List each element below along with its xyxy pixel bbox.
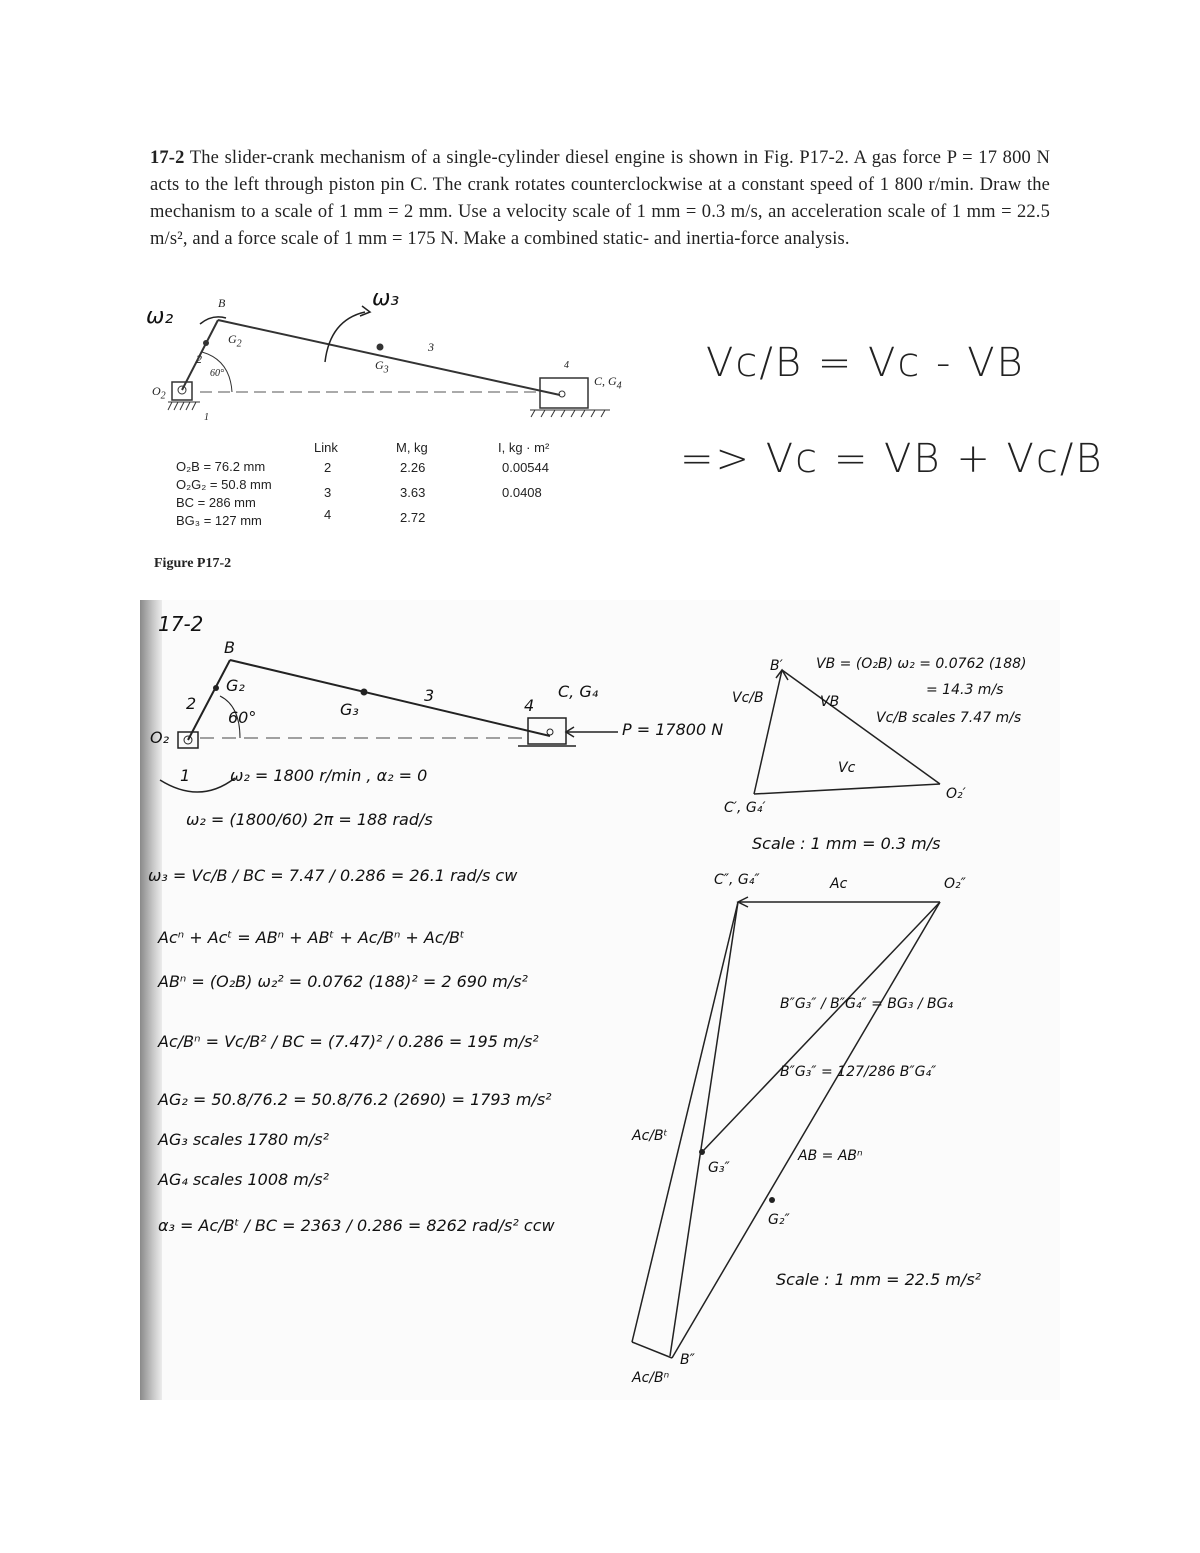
sol-label-link3: 3 [424, 686, 435, 705]
acc-label-acbn: Ac/Bⁿ [632, 1370, 670, 1386]
sol-label-angle: 60° [228, 708, 257, 727]
vel-label-vb: VB [820, 694, 840, 710]
o2-bearing [172, 382, 192, 400]
eq-ab-normal: ABⁿ = (O₂B) ω₂² = 0.0762 (188)² = 2 690 m/s² [158, 972, 528, 991]
w3-handwritten: ω₃ [372, 286, 400, 311]
vb-line [782, 670, 940, 784]
acc-label-ac: Ac [830, 876, 848, 892]
bc-image-line [670, 902, 738, 1356]
acc-label-acbt: Ac/Bᵗ [632, 1128, 668, 1144]
eq-omega2-given: ω₂ = 1800 r/min , α₂ = 0 [230, 766, 428, 785]
acbt-line [632, 902, 738, 1342]
eq-ag2: AG₂ = 50.8/76.2 = 50.8/76.2 (2690) = 1793 m/s² [158, 1090, 552, 1109]
fig-label-g2: $G_2$ [228, 332, 242, 350]
table-row-1-link: 2 [324, 460, 332, 475]
vel-label-c: C′, G₄′ [724, 800, 766, 816]
sol-label-link2: 2 [186, 694, 197, 713]
table-row-2-inertia: 0.0408 [502, 485, 542, 500]
eq-omega2: ω₂ = (1800/60) 2π = 188 rad/s [186, 810, 433, 829]
vb-equation: VB = (O₂B) ω₂ = 0.0762 (188) [816, 656, 1027, 672]
vcb-line [754, 670, 782, 794]
sol-label-o2: O₂ [150, 728, 170, 747]
dim-o2g2: O₂G₂ = 50.8 mm [176, 477, 272, 492]
accel-scale: Scale : 1 mm = 22.5 m/s² [776, 1270, 982, 1289]
table-row-2-mass: 3.63 [400, 485, 426, 500]
table-row-3-mass: 2.72 [400, 510, 426, 525]
sol-label-ground: 1 [180, 766, 191, 785]
g3-accel-point [699, 1149, 705, 1155]
sol-label-force: P = 17800 N [622, 720, 724, 739]
w2-handwritten: ω₂ [146, 304, 174, 329]
sol-g3 [361, 689, 368, 696]
fig-label-ground: 1 [204, 412, 209, 423]
acc-label-o2: O₂″ [944, 876, 966, 892]
eq-accel-vector: Acⁿ + Acᵗ = ABⁿ + ABᵗ + Ac/Bⁿ + Ac/Bᵗ [158, 928, 465, 947]
o2-ground-hatch [168, 402, 200, 410]
w3-arrowhead [360, 306, 370, 316]
handwritten-eq-1: Vc/B = Vc - VB [706, 340, 1025, 386]
table-row-2-link: 3 [324, 485, 332, 500]
figure-caption: Figure P17-2 [154, 556, 232, 571]
fig-label-o2: $O_2$ [152, 384, 166, 402]
fig-label-link3: 3 [428, 340, 434, 354]
table-row-1-inertia: 0.00544 [502, 460, 549, 475]
vel-label-b: B′ [770, 658, 783, 674]
w3-arc [325, 312, 365, 362]
vb-value: = 14.3 m/s [926, 682, 1004, 698]
vcb-scales: Vc/B scales 7.47 m/s [876, 710, 1022, 726]
acc-label-b: B″ [680, 1352, 695, 1368]
sol-label-g3: G₃ [340, 700, 359, 719]
handwritten-eq-2: => Vc = VB + Vc/B [680, 436, 1104, 482]
sol-g2 [213, 685, 219, 691]
fig-label-b: B [218, 296, 226, 310]
acc-label-g2: G₂″ [768, 1212, 790, 1228]
table-row-3-link: 4 [324, 507, 332, 522]
eq-acb-normal: Ac/Bⁿ = Vc/B² / BC = (7.47)² / 0.286 = 195 m/s² [158, 1032, 539, 1051]
velocity-scale: Scale : 1 mm = 0.3 m/s [752, 834, 941, 853]
table-row-1-mass: 2.26 [400, 460, 426, 475]
coupler-link-3 [218, 320, 560, 395]
g2-point [203, 340, 209, 346]
vel-label-vc: Vc [838, 760, 856, 776]
ag3-line [702, 902, 940, 1152]
slider-ground-hatch [530, 410, 610, 417]
acc-label-ab: AB = ABⁿ [798, 1148, 863, 1164]
fig-label-g3: $G_3$ [375, 358, 389, 376]
sol-coupler [230, 660, 550, 736]
problem-statement [150, 145, 1050, 253]
scanned-solution [140, 600, 1060, 1400]
vel-label-vcb: Vc/B [732, 690, 764, 706]
acc-label-g3: G₃″ [708, 1160, 730, 1176]
sol-label-g2: G₂ [226, 676, 245, 695]
dim-o2b: O₂B = 76.2 mm [176, 459, 266, 474]
acbn-line [632, 1342, 672, 1358]
g3-point [377, 344, 384, 351]
vc-line [754, 784, 940, 794]
fig-label-angle: 60° [210, 368, 224, 379]
sol-label-cg4: C, G₄ [558, 682, 599, 701]
solution-title: 17-2 [158, 612, 204, 636]
problem-text: The slider-crank mechanism of a single-cylinder diesel engine is shown in Fig. P17-2. A gas force P = 17 800 N acts to the left through piston pin C. The crank rotates counterclockwise at a constant speed of 1 800 r/min. Draw the mechanism to a scale of 1 mm = 2 mm. Use a velocity scale of 1 mm = 0.3 m/s, an acceleration scale of 1 mm = 22.5 m/s², and a force scale of 1 mm = 175 N. Make a combined static- and inertia-force analysis. [150, 148, 1050, 249]
sol-label-b: B [224, 638, 235, 657]
accel-ratio-2: B″G₃″ = 127/286 B″G₄″ [780, 1064, 937, 1080]
sol-c-pin [547, 729, 553, 735]
fig-label-link2: 2 [196, 352, 202, 366]
sol-w2-arc [160, 778, 235, 792]
eq-ag3: AG₃ scales 1780 m/s² [158, 1130, 330, 1149]
g2-accel-point [769, 1197, 775, 1203]
problem-number: 17-2 [150, 148, 185, 168]
ab-line [672, 902, 940, 1358]
table-header-inertia: I, kg · m² [498, 440, 550, 455]
eq-alpha3: α₃ = Ac/Bᵗ / BC = 2363 / 0.286 = 8262 rad/s² ccw [158, 1216, 555, 1235]
vel-label-o2: O₂′ [946, 786, 966, 802]
sol-label-link4: 4 [524, 696, 535, 715]
table-header-mass: M, kg [396, 440, 428, 455]
mechanism-figure [140, 290, 660, 430]
eq-ag4: AG₄ scales 1008 m/s² [158, 1170, 330, 1189]
dim-bg3: BG₃ = 127 mm [176, 513, 262, 528]
fig-label-cg4: C, $G_4$ [594, 374, 622, 392]
table-header-link: Link [314, 440, 338, 455]
fig-label-link4: 4 [564, 360, 569, 371]
dimension-list [176, 458, 272, 530]
accel-ratio-1: B″G₃″ / B″G₄″ = BG₃ / BG₄ [780, 996, 954, 1012]
eq-omega3: ω₃ = Vc/B / BC = 7.47 / 0.286 = 26.1 rad/s cw [148, 866, 518, 885]
dim-bc: BC = 286 mm [176, 495, 256, 510]
acc-label-c: C″, G₄″ [714, 872, 760, 888]
